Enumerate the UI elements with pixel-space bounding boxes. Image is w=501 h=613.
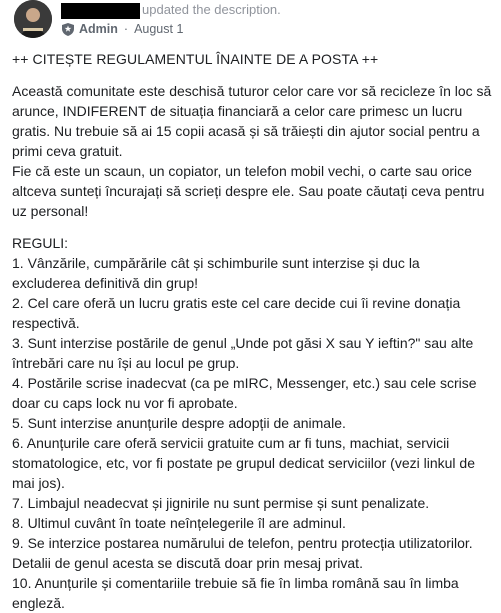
rule-item: 3. Sunt interzise postările de genul „Unde pot găsi X sau Y ieftin?" sau alte întrebări care nu își au locul pe grup.: [12, 335, 474, 371]
admin-role-label: Admin: [79, 22, 118, 36]
rules-title: REGULI:: [12, 235, 69, 251]
rule-item: 9. Se interzice postarea numărului de telefon, pentru protecția utilizatorilor. Detalii de genul acesta se discută doar prin mesaj privat.: [12, 535, 473, 571]
post-action-text: updated the description.: [142, 2, 281, 17]
rule-item: 8. Ultimul cuvânt în toate neînțelegerile îl are adminul.: [12, 515, 346, 531]
redacted-author-name: [61, 3, 140, 19]
post-heading: ++ CITEȘTE REGULAMENTUL ÎNAINTE DE A POSTA ++: [12, 51, 379, 67]
rule-item: 6. Anunțurile care oferă servicii gratuite cum ar fi tuns, machiat, servicii stomatologice, etc, vor fi postate pe grupul dedicat serviciilor (vezi linkul de mai jos).: [12, 435, 475, 491]
post-intro-paragraph-2: Fie că este un scaun, un copiator, un telefon mobil vechi, o carte sau orice altceva sunteți încurajați să scrieți despre ele. Sau poate căutați ceva pentru uz personal!: [12, 163, 485, 219]
rule-item: 2. Cel care oferă un lucru gratis este cel care decide cui îi revine donația respectivă.: [12, 295, 461, 331]
avatar[interactable]: [14, 0, 52, 38]
rule-item: 7. Limbajul neadecvat și jignirile nu sunt permise și sunt penalizate.: [12, 495, 430, 511]
meta-separator: ·: [123, 22, 129, 36]
rule-item: 4. Postările scrise inadecvat (ca pe mIRC, Messenger, etc.) sau cele scrise doar cu caps lock nu vor fi aprobate.: [12, 375, 477, 411]
post-date-link[interactable]: August 1: [134, 22, 184, 36]
post-intro-paragraph: Această comunitate este deschisă tuturor celor care vor să recicleze în loc să arunce, INDIFERENT de situația financiară a celor care primesc un lucru gratis. Nu trebuie să ai 15 copii acasă și să trăiești din ajutor social pentru a primi ceva gratuit.: [12, 83, 492, 159]
post-meta: [62, 20, 183, 38]
shield-icon: [62, 23, 74, 36]
post-header: [0, 0, 501, 40]
rule-item: 5. Sunt interzise anunțurile despre adopții de animale.: [12, 415, 346, 431]
post-body: [12, 49, 492, 613]
rule-item: 1. Vânzările, cumpărările cât și schimburile sunt interzise și duc la excluderea definitivă din grup!: [12, 255, 420, 291]
rule-item: 10. Anunțurile și comentariile trebuie să fie în limba română sau în limba engleză.: [12, 575, 459, 611]
